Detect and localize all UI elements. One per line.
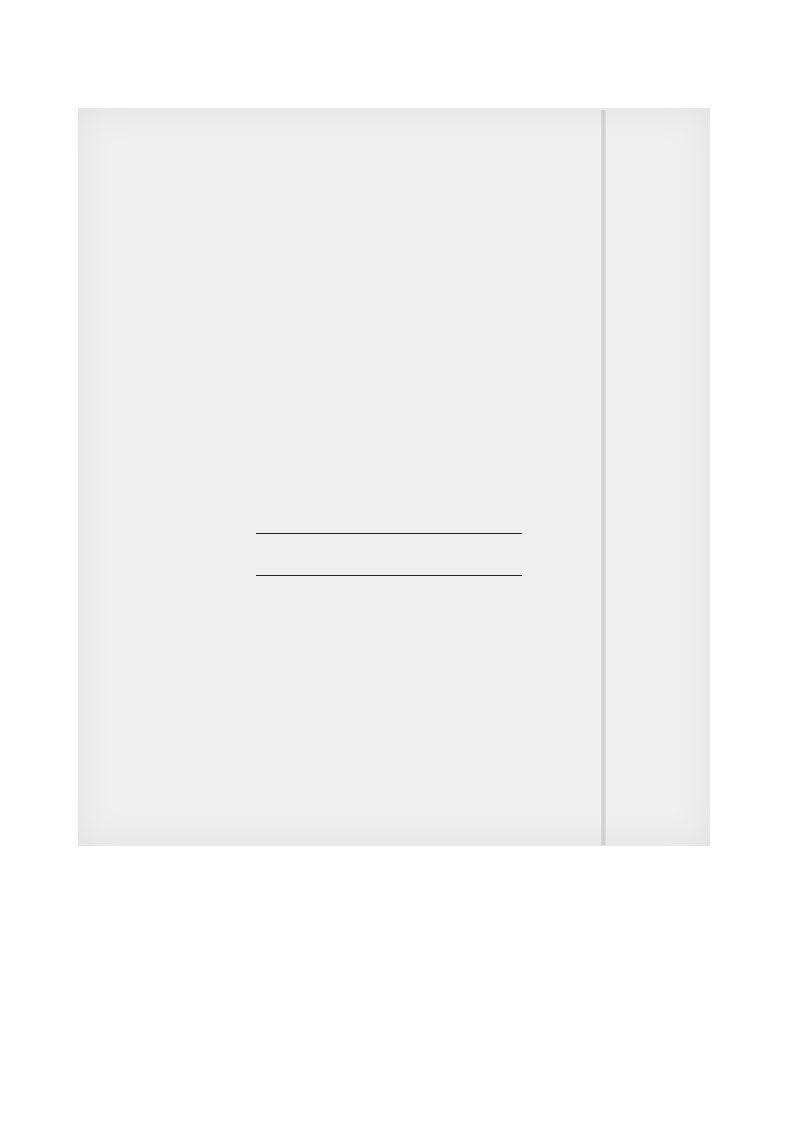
bleed-through-text: [84, 155, 704, 785]
ticket-number-blank-line: [256, 561, 522, 576]
ticket-number-field: [252, 560, 522, 581]
name-blank-line: [256, 519, 522, 534]
name-field: [252, 518, 522, 539]
